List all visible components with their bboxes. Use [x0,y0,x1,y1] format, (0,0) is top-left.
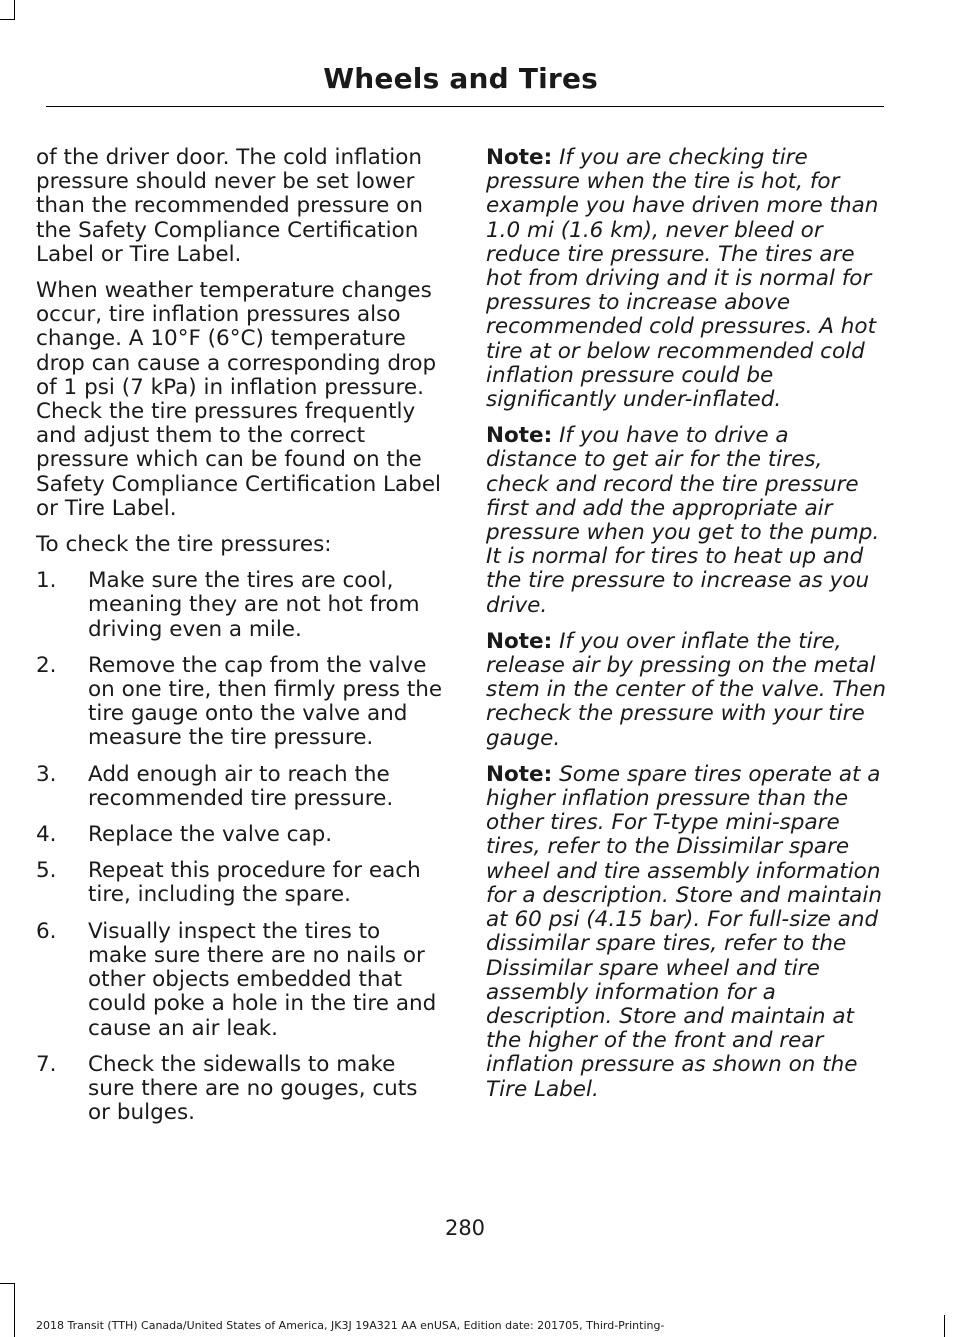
step-text: Check the sidewalls to make sure there are no gouges, cuts or bulges. [88,1051,418,1126]
paragraph: of the driver door. The cold inflation pressure should never be set lower than the recommended pressure on the Safety Compliance Certification Label or Tire Label. [36,145,423,267]
step-number: 5. [36,858,57,884]
note-label: Note: [486,145,553,170]
crop-mark-bottom-left-horizontal [0,1283,15,1284]
crop-mark-bottom-right-vertical [944,1315,945,1337]
page-number: 280 [444,1216,486,1240]
note-text: If you are checking tire pressure when the tire is hot, for example you have driven more than 1.0 mi (1.6 km), never bleed or reduce tire pressure. The tires are hot from driving and it is normal for pressures to increase above recommended cold pressures. A hot tire at or below recommended cold inflation pressure could be significantly under-inflated. [486,145,879,413]
step-item [36,763,446,811]
note [486,763,886,1102]
note-text: If you over inflate the tire, release air by pressing on the metal stem in the center of the valve. Then recheck the pressure with your tire gauge. [486,628,886,751]
step-item [36,654,446,751]
note [486,146,886,412]
step-number: 4. [36,822,57,848]
step-number: 6. [36,918,57,944]
note [486,424,886,618]
step-item [36,920,446,1041]
paragraph: To check the tire pressures: [36,532,332,558]
note-label: Note: [486,761,553,787]
header-divider [46,106,884,107]
note [486,630,886,751]
step-number: 1. [36,568,57,594]
step-item [36,859,446,907]
right-column [486,146,886,1114]
note-text: If you have to drive a distance to get air for the tires, check and record the tire pressure first and add the appropriate air pressure when you get to the pump. It is normal for tires to heat up and the tire pressure to increase as you drive. [486,423,880,618]
step-number: 7. [36,1051,57,1077]
crop-mark-top-left-vertical [14,0,15,20]
step-text: Repeat this procedure for each tire, including the spare. [88,858,421,908]
step-text: Remove the cap from the valve on one tire, then firmly press the tire gauge onto the valve and measure the tire pressure. [88,652,443,751]
step-text: Replace the valve cap. [88,822,333,848]
left-column [36,146,446,1137]
step-number: 3. [36,761,57,787]
step-item [36,823,446,847]
step-text: Make sure the tires are cool, meaning they are not hot from driving even a mile. [88,568,420,642]
step-text: Visually inspect the tires to make sure there are no nails or other objects embedded that could poke a hole in the tire and cause an air leak. [88,918,437,1041]
footer-edition-info: 2018 Transit (TTH) Canada/United States of America, JK3J 19A321 AA enUSA, Edition date: 201705, Third-Printing- [36,1319,665,1332]
step-number: 2. [36,652,57,678]
procedure-steps [36,569,446,1125]
page-title: Wheels and Tires [323,62,598,95]
note-text: Some spare tires operate at a higher inflation pressure than the other tires. For T-type mini-spare tires, refer to the Dissimilar spare wheel and tire assembly information for a description. Store and maintain at 60 psi (4.15 bar). For full-size and dissimilar spare tires, refer to the Dissimilar spare wheel and tire assembly information for a description. Store and maintain at the higher of the front and rear inflation pressure as shown on the Tire Label. [486,761,882,1102]
step-item [36,569,446,642]
note-label: Note: [486,628,553,654]
step-item [36,1053,446,1126]
crop-mark-top-left-horizontal [0,19,15,20]
step-text: Add enough air to reach the recommended tire pressure. [88,761,394,811]
crop-mark-bottom-left-vertical [14,1283,15,1337]
paragraph: When weather temperature changes occur, tire inflation pressures also change. A 10°F (6°C) temperature drop can cause a corresponding drop of 1 psi (7 kPa) in inflation pressure. Check the tire pressures frequently and adjust them to the correct pressure which can be found on the Safety Compliance Certification Label or Tire Label. [36,278,442,521]
note-label: Note: [486,423,553,449]
